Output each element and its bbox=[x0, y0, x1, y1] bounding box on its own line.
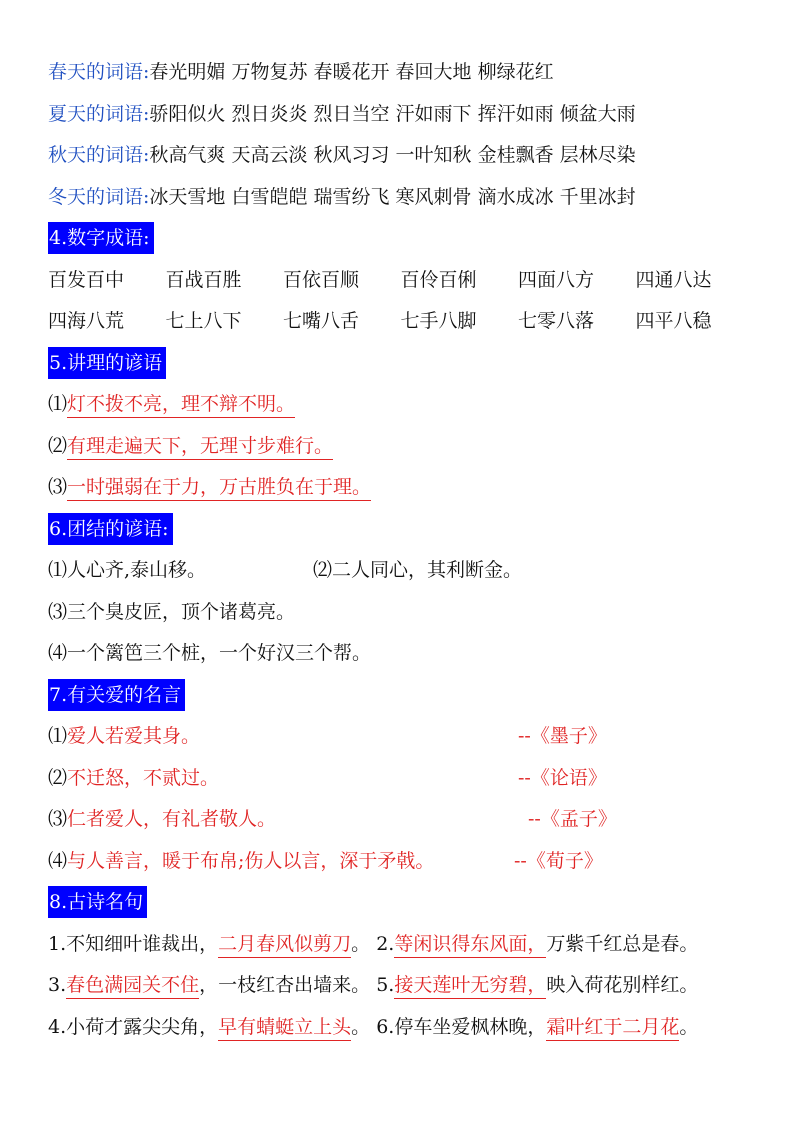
proverb-text: ⑵二人同心，其利断金。 bbox=[313, 559, 523, 581]
item-number: ⑶ bbox=[48, 476, 68, 498]
poem-text: 5. bbox=[376, 974, 395, 996]
poem-text: 6.停车坐爱枫林晚， bbox=[376, 1015, 547, 1038]
quote-text: 不迁怒，不贰过。 bbox=[67, 766, 220, 789]
autumn-words: 秋高气爽 天高云淡 秋风习习 一叶知秋 金桂飘香 层林尽染 bbox=[149, 144, 636, 166]
poem-answer: 接天莲叶无穷碧， bbox=[394, 974, 546, 999]
proverb-line bbox=[48, 550, 768, 592]
idiom-item: 七嘴八舌 bbox=[283, 310, 360, 332]
proverb-line bbox=[48, 633, 768, 675]
proverb-line bbox=[48, 592, 768, 634]
idiom-item: 百战百胜 bbox=[165, 268, 242, 291]
quote-line bbox=[48, 758, 768, 800]
idiom-item: 四平八稳 bbox=[635, 310, 712, 332]
idiom-item: 七手八脚 bbox=[400, 310, 477, 332]
quote-source: --《论语》 bbox=[518, 766, 607, 789]
poem-text: 2. bbox=[376, 932, 395, 955]
section-heading-line bbox=[48, 882, 768, 924]
proverb-answer: 有理走遍天下，无理寸步难行。 bbox=[67, 435, 333, 460]
proverb-line bbox=[48, 426, 768, 468]
poem-line bbox=[48, 1007, 768, 1049]
section-heading-line bbox=[48, 509, 768, 551]
poem-text: 万紫千红总是春。 bbox=[546, 932, 699, 955]
quote-line bbox=[48, 799, 768, 841]
poem-text: 4.小荷才露尖尖角， bbox=[48, 1015, 219, 1038]
winter-words: 冰天雪地 白雪皑皑 瑞雪纷飞 寒风刺骨 滴水成冰 千里冰封 bbox=[149, 185, 636, 208]
quote-source: --《荀子》 bbox=[514, 849, 603, 872]
poem-answer: 霜叶红于二月花 bbox=[546, 1016, 679, 1041]
item-number: ⑷ bbox=[48, 849, 68, 872]
idiom-item: 七零八落 bbox=[518, 310, 595, 332]
poem-answer: 早有蜻蜓立上头 bbox=[218, 1016, 351, 1041]
idiom-item: 四面八方 bbox=[518, 268, 595, 291]
section-heading-numbers: 4.数字成语: bbox=[48, 222, 154, 254]
section-heading-line bbox=[48, 218, 768, 260]
item-number: ⑵ bbox=[48, 434, 68, 457]
summer-words: 骄阳似火 烈日炎炎 烈日当空 汗如雨下 挥汗如雨 倾盆大雨 bbox=[149, 102, 636, 125]
poem-answer: 二月春风似剪刀 bbox=[218, 933, 351, 958]
proverb-text: ⑶三个臭皮匠，顶个诸葛亮。 bbox=[48, 600, 296, 623]
autumn-line bbox=[48, 135, 768, 177]
summer-label: 夏天的词语: bbox=[48, 102, 150, 125]
spring-label: 春天的词语: bbox=[48, 61, 150, 83]
quote-line bbox=[48, 716, 768, 758]
section-heading-poems: 8.古诗名句 bbox=[48, 886, 147, 918]
poem-text: 。 bbox=[679, 1015, 699, 1038]
idiom-item: 百伶百俐 bbox=[400, 268, 477, 291]
proverb-text: ⑴人心齐,泰山移。 bbox=[48, 559, 207, 581]
poem-line bbox=[48, 924, 768, 966]
quote-source: --《孟子》 bbox=[528, 808, 617, 830]
quote-text: 与人善言，暖于布帛;伤人以言，深于矛戟。 bbox=[67, 849, 435, 872]
item-number: ⑶ bbox=[48, 808, 68, 830]
poem-text: 3. bbox=[48, 974, 67, 996]
poem-text: ，一枝红杏出墙来。 bbox=[199, 974, 371, 996]
item-number: ⑴ bbox=[48, 725, 68, 747]
spring-line bbox=[48, 52, 768, 94]
summer-line bbox=[48, 94, 768, 136]
section-heading-reason: 5.讲理的谚语 bbox=[48, 347, 166, 379]
idiom-row-1 bbox=[48, 260, 768, 302]
poem-line bbox=[48, 965, 768, 1007]
poem-answer: 春色满园关不住 bbox=[66, 974, 199, 999]
section-heading-line bbox=[48, 343, 768, 385]
section-heading-love: 7.有关爱的名言 bbox=[48, 679, 185, 711]
idiom-item: 百发百中 bbox=[48, 268, 125, 291]
idiom-item: 百依百顺 bbox=[283, 268, 360, 291]
autumn-label: 秋天的词语: bbox=[48, 144, 150, 166]
poem-text: 。 bbox=[351, 932, 371, 955]
poem-answer: 等闲识得东风面， bbox=[394, 933, 546, 958]
quote-line bbox=[48, 841, 768, 883]
winter-line bbox=[48, 177, 768, 219]
idiom-item: 七上八下 bbox=[165, 310, 242, 332]
proverb-line bbox=[48, 384, 768, 426]
section-heading-unity: 6.团结的谚语: bbox=[48, 513, 173, 545]
proverb-text: ⑷一个篱笆三个桩，一个好汉三个帮。 bbox=[48, 642, 372, 664]
winter-label: 冬天的词语: bbox=[48, 185, 150, 208]
proverb-answer: 一时强弱在于力，万古胜负在于理。 bbox=[67, 476, 371, 501]
item-number: ⑴ bbox=[48, 393, 68, 415]
poem-text: 1.不知细叶谁裁出， bbox=[48, 932, 219, 955]
idiom-row-2 bbox=[48, 301, 768, 343]
section-heading-line bbox=[48, 675, 768, 717]
document-page bbox=[48, 52, 768, 1048]
item-number: ⑵ bbox=[48, 766, 68, 789]
quote-text: 爱人若爱其身。 bbox=[67, 725, 201, 747]
idiom-item: 四通八达 bbox=[635, 268, 712, 291]
quote-source: --《墨子》 bbox=[518, 725, 607, 747]
proverb-answer: 灯不拨不亮，理不辩不明。 bbox=[67, 393, 295, 418]
poem-text: 映入荷花别样红。 bbox=[546, 974, 699, 996]
poem-text: 。 bbox=[351, 1015, 371, 1038]
proverb-line bbox=[48, 467, 768, 509]
spring-words: 春光明媚 万物复苏 春暖花开 春回大地 柳绿花红 bbox=[149, 61, 554, 83]
quote-text: 仁者爱人，有礼者敬人。 bbox=[67, 808, 277, 830]
idiom-item: 四海八荒 bbox=[48, 310, 125, 332]
